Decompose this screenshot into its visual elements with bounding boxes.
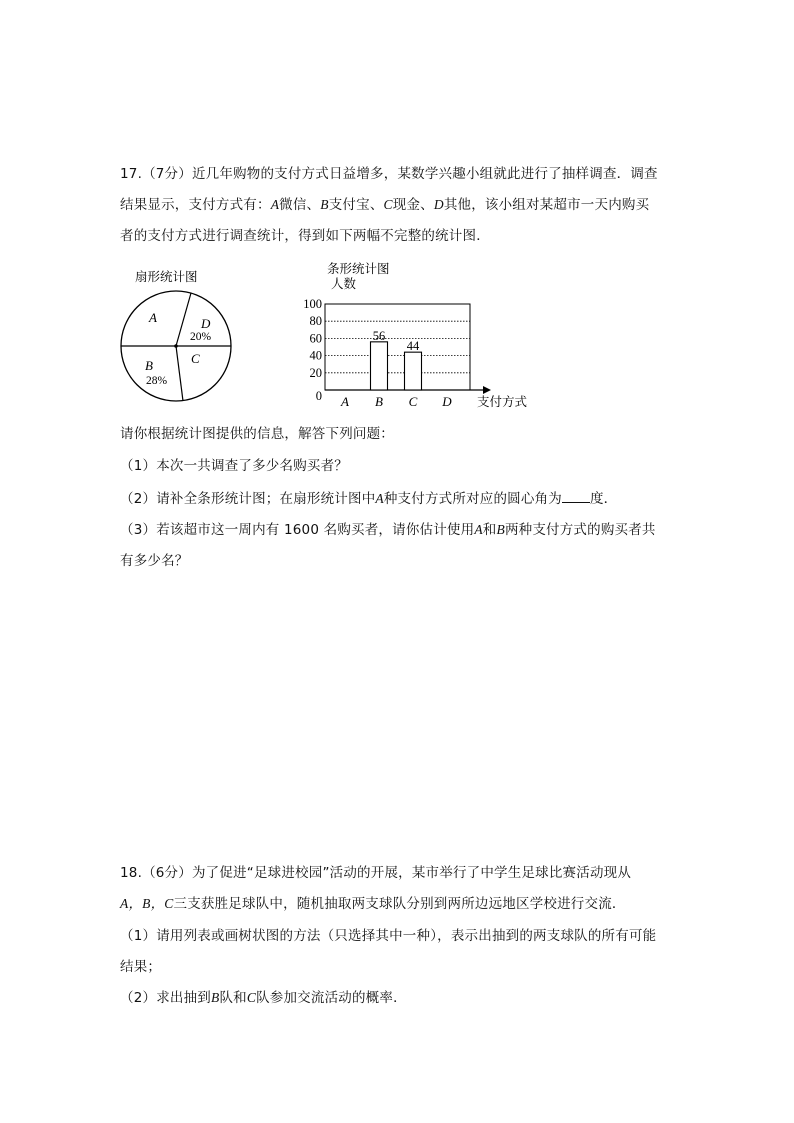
pie-label-a: A [149, 310, 157, 325]
bar-x-axis-arrow [483, 386, 491, 394]
q18-line-2: A，B，C三支获胜足球队中，随机抽取两支球队分别到两所边远地区学校进行交流． [120, 896, 626, 912]
bar-ytick-label: 20 [309, 365, 322, 380]
q18-line-1: 18.（6分）为了促进“足球进校园”活动的开展，某市举行了中学生足球比赛活动现从 [120, 865, 632, 881]
bar-ytick-label: 40 [309, 348, 322, 363]
bar-xtick-label: B [375, 394, 383, 409]
q17-line-3: 者的支付方式进行调查统计，得到如下两幅不完整的统计图． [120, 228, 490, 244]
bar-chart-xlabel: 支付方式 [477, 394, 528, 409]
q17-prompt: 请你根据统计图提供的信息，解答下列问题： [120, 426, 394, 442]
bar-ytick-label: 0 [315, 389, 322, 403]
bar-chart-figure [295, 257, 545, 412]
pie-chart-figure [115, 262, 240, 407]
bar-value-label: 56 [372, 328, 386, 343]
pie-center-dot [174, 344, 178, 348]
answer-blank[interactable] [562, 488, 590, 503]
q17-sub-3: （3）若该超市这一周内有 1600 名购买者，请你估计使用A和B两种支付方式的购买者共 [120, 522, 656, 538]
bar-xtick-label: A [341, 394, 349, 409]
bar-C [405, 352, 422, 390]
pie-pct-d: 20% [190, 331, 212, 343]
pie-title: 扇形统计图 [135, 269, 198, 284]
bar-chart-ylabel: 人数 [331, 276, 357, 291]
bar-B [371, 342, 388, 390]
bar-ytick-label: 100 [303, 297, 322, 311]
pie-divider-top [176, 293, 191, 346]
pie-label-c: C [191, 351, 200, 366]
bar-value-label: 44 [406, 339, 420, 354]
pie-label-b: B [145, 358, 153, 373]
q18-sub-2: （2）求出抽到B队和C队参加交流活动的概率． [120, 990, 407, 1006]
bar-ytick-label: 60 [309, 331, 322, 346]
q17-sub-3-cont: 有多少名？ [120, 553, 189, 569]
q18-sub-1-cont: 结果； [120, 959, 162, 975]
pie-divider-bottom [176, 346, 183, 401]
q17-sub-1: （1）本次一共调查了多少名购买者？ [120, 458, 348, 474]
q17-line-2: 结果显示，支付方式有：A微信、B支付宝、C现金、D其他，该小组对某超市一天内购买 [120, 197, 650, 213]
q17-sub-2: （2）请补全条形统计图；在扇形统计图中A种支付方式所对应的圆心角为 度． [120, 488, 617, 509]
bar-chart-title: 条形统计图 [327, 261, 390, 276]
pie-label-d: D [201, 316, 211, 331]
bar-xtick-label: D [442, 394, 452, 409]
q18-sub-1: （1）请用列表或画树状图的方法（只选择其中一种），表示出抽到的两支球队的所有可能 [120, 928, 657, 944]
q17-line-1: 17.（7分）近几年购物的支付方式日益增多，某数学兴趣小组就此进行了抽样调查．调查 [120, 166, 658, 182]
bar-xtick-label: C [408, 394, 418, 409]
bar-plot-frame [325, 304, 470, 390]
pie-pct-b: 28% [146, 375, 168, 387]
bar-ytick-label: 80 [309, 314, 322, 329]
